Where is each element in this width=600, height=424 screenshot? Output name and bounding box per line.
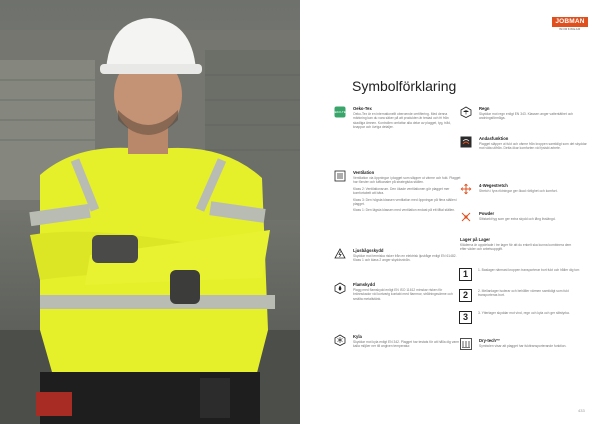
- symbol-legend-page: [300, 0, 600, 424]
- brand-logo-sub: WORKWEAR: [559, 27, 581, 31]
- entry-body: Stretch i fyra riktningar ger ökad rörlighet och komfort.: [479, 189, 558, 193]
- svg-text:OEKO-TEX: OEKO-TEX: [332, 110, 348, 115]
- layer-1-text: 1. Baslager närmast kroppen transporterar bort fukt och håller dig torr.: [478, 268, 581, 272]
- layer-3-text: 3. Ytterlager skyddar mot vind, regn och kyla och ger slitstyrka.: [478, 311, 570, 315]
- entry-body: Plagg med flamskydd enligt EN ISO 11612 minskar risken för brännskador vid kortvarig kontakt med flammor, strålningsvärme och smälta metallstänk.: [353, 288, 453, 301]
- entry-body: Symbolen visar att plagget har fukttransporterande funktion.: [479, 344, 567, 348]
- four-way-icon: [460, 183, 472, 195]
- breathable-icon: [460, 136, 472, 148]
- vent-icon: [334, 170, 346, 182]
- brand-logo: JOBMAN: [552, 17, 588, 27]
- entry-body: Skyddar mot regn enligt EN 343. Klassen anger vattentäthet och andningsförmåga.: [479, 112, 574, 121]
- entry-heading: Ljusbågsskydd: [353, 248, 384, 253]
- entry-heading: Kyla: [353, 334, 362, 339]
- entry-body: Slitstarkt tyg som ger extra skydd och lång livslängd.: [479, 217, 556, 221]
- entry-body: Plagget släpper ut fukt och värme från kroppen samtidigt som det skyddar mot väta utifrån. Detta ökar komforten vid fysiskt arbete.: [479, 142, 587, 151]
- drytech-icon: [460, 338, 472, 350]
- entry-heading: Powder: [479, 211, 495, 216]
- entry-body: Kläderna är uppdelade i tre lager för att du enkelt ska kunna kombinera dem efter väder och arbetsuppgift.: [460, 243, 572, 252]
- entry-body: Skyddar mot termiska risker från en elektrisk ljusbåge enligt EN 61482. Klass 1 och klass 2 anger skyddsnivån.: [353, 254, 457, 263]
- rain-icon: [460, 106, 472, 118]
- entry-heading: Regn: [479, 106, 490, 111]
- flame-icon: [334, 282, 346, 294]
- power-stretch-icon: [460, 211, 472, 223]
- layer-1-badge: 1: [459, 268, 472, 281]
- layer-2-text: 2. Mellanlager isolerar och behåller värmen samtidigt som fukt transporteras bort.: [478, 289, 569, 298]
- entry-heading: 4-Wegestretch: [479, 183, 508, 188]
- page-title: Symbolförklaring: [352, 78, 457, 94]
- arc-flash-icon: [334, 248, 346, 260]
- entry-heading: Flamskydd: [353, 282, 375, 287]
- entry-heading: Lager på Lager: [460, 237, 491, 242]
- page-number: 433: [578, 408, 585, 413]
- entry-heading: Andasfunktion: [479, 136, 509, 141]
- cold-icon: [334, 334, 346, 346]
- layer-3-badge: 3: [459, 311, 472, 324]
- entry-heading: Oeko-Tex: [353, 106, 372, 111]
- oeko-tex-icon: [334, 106, 346, 118]
- entry-body: Skyddar mot kyla enligt EN 342. Plagget har testats för att hålla dig varm i kalla miljöer ner till angiven temperatur.: [353, 340, 461, 349]
- entry-body: Oeko-Tex är en internationellt oberoende certifiering. Med denna märkning kan du vara säker på att produkten är testad och fri från skadliga ämnen. Kontrollen omfattar alla delar av plagget, tyg, tråd, knappar och övriga detaljer.: [353, 112, 451, 130]
- entry-body: Ventilation via öppningar i plagget som släpper ut värme och fukt. Plagget har fönster och luftkanaler på strategiska ställen. Klass 2: Ventilationsrum. Den ökade ventilationen gör plagget mer komfortabelt att bära. Klass 3: Den högsta klassen ventilation med öppningar på flera ställen i plagget. Klass 1: Den lägsta klassen med ventilation endast på ett fåtal ställen.: [353, 176, 461, 213]
- layer-2-badge: 2: [459, 289, 472, 302]
- entry-heading: Ventilation: [353, 170, 375, 175]
- entry-heading: Dry-tech™: [479, 338, 501, 343]
